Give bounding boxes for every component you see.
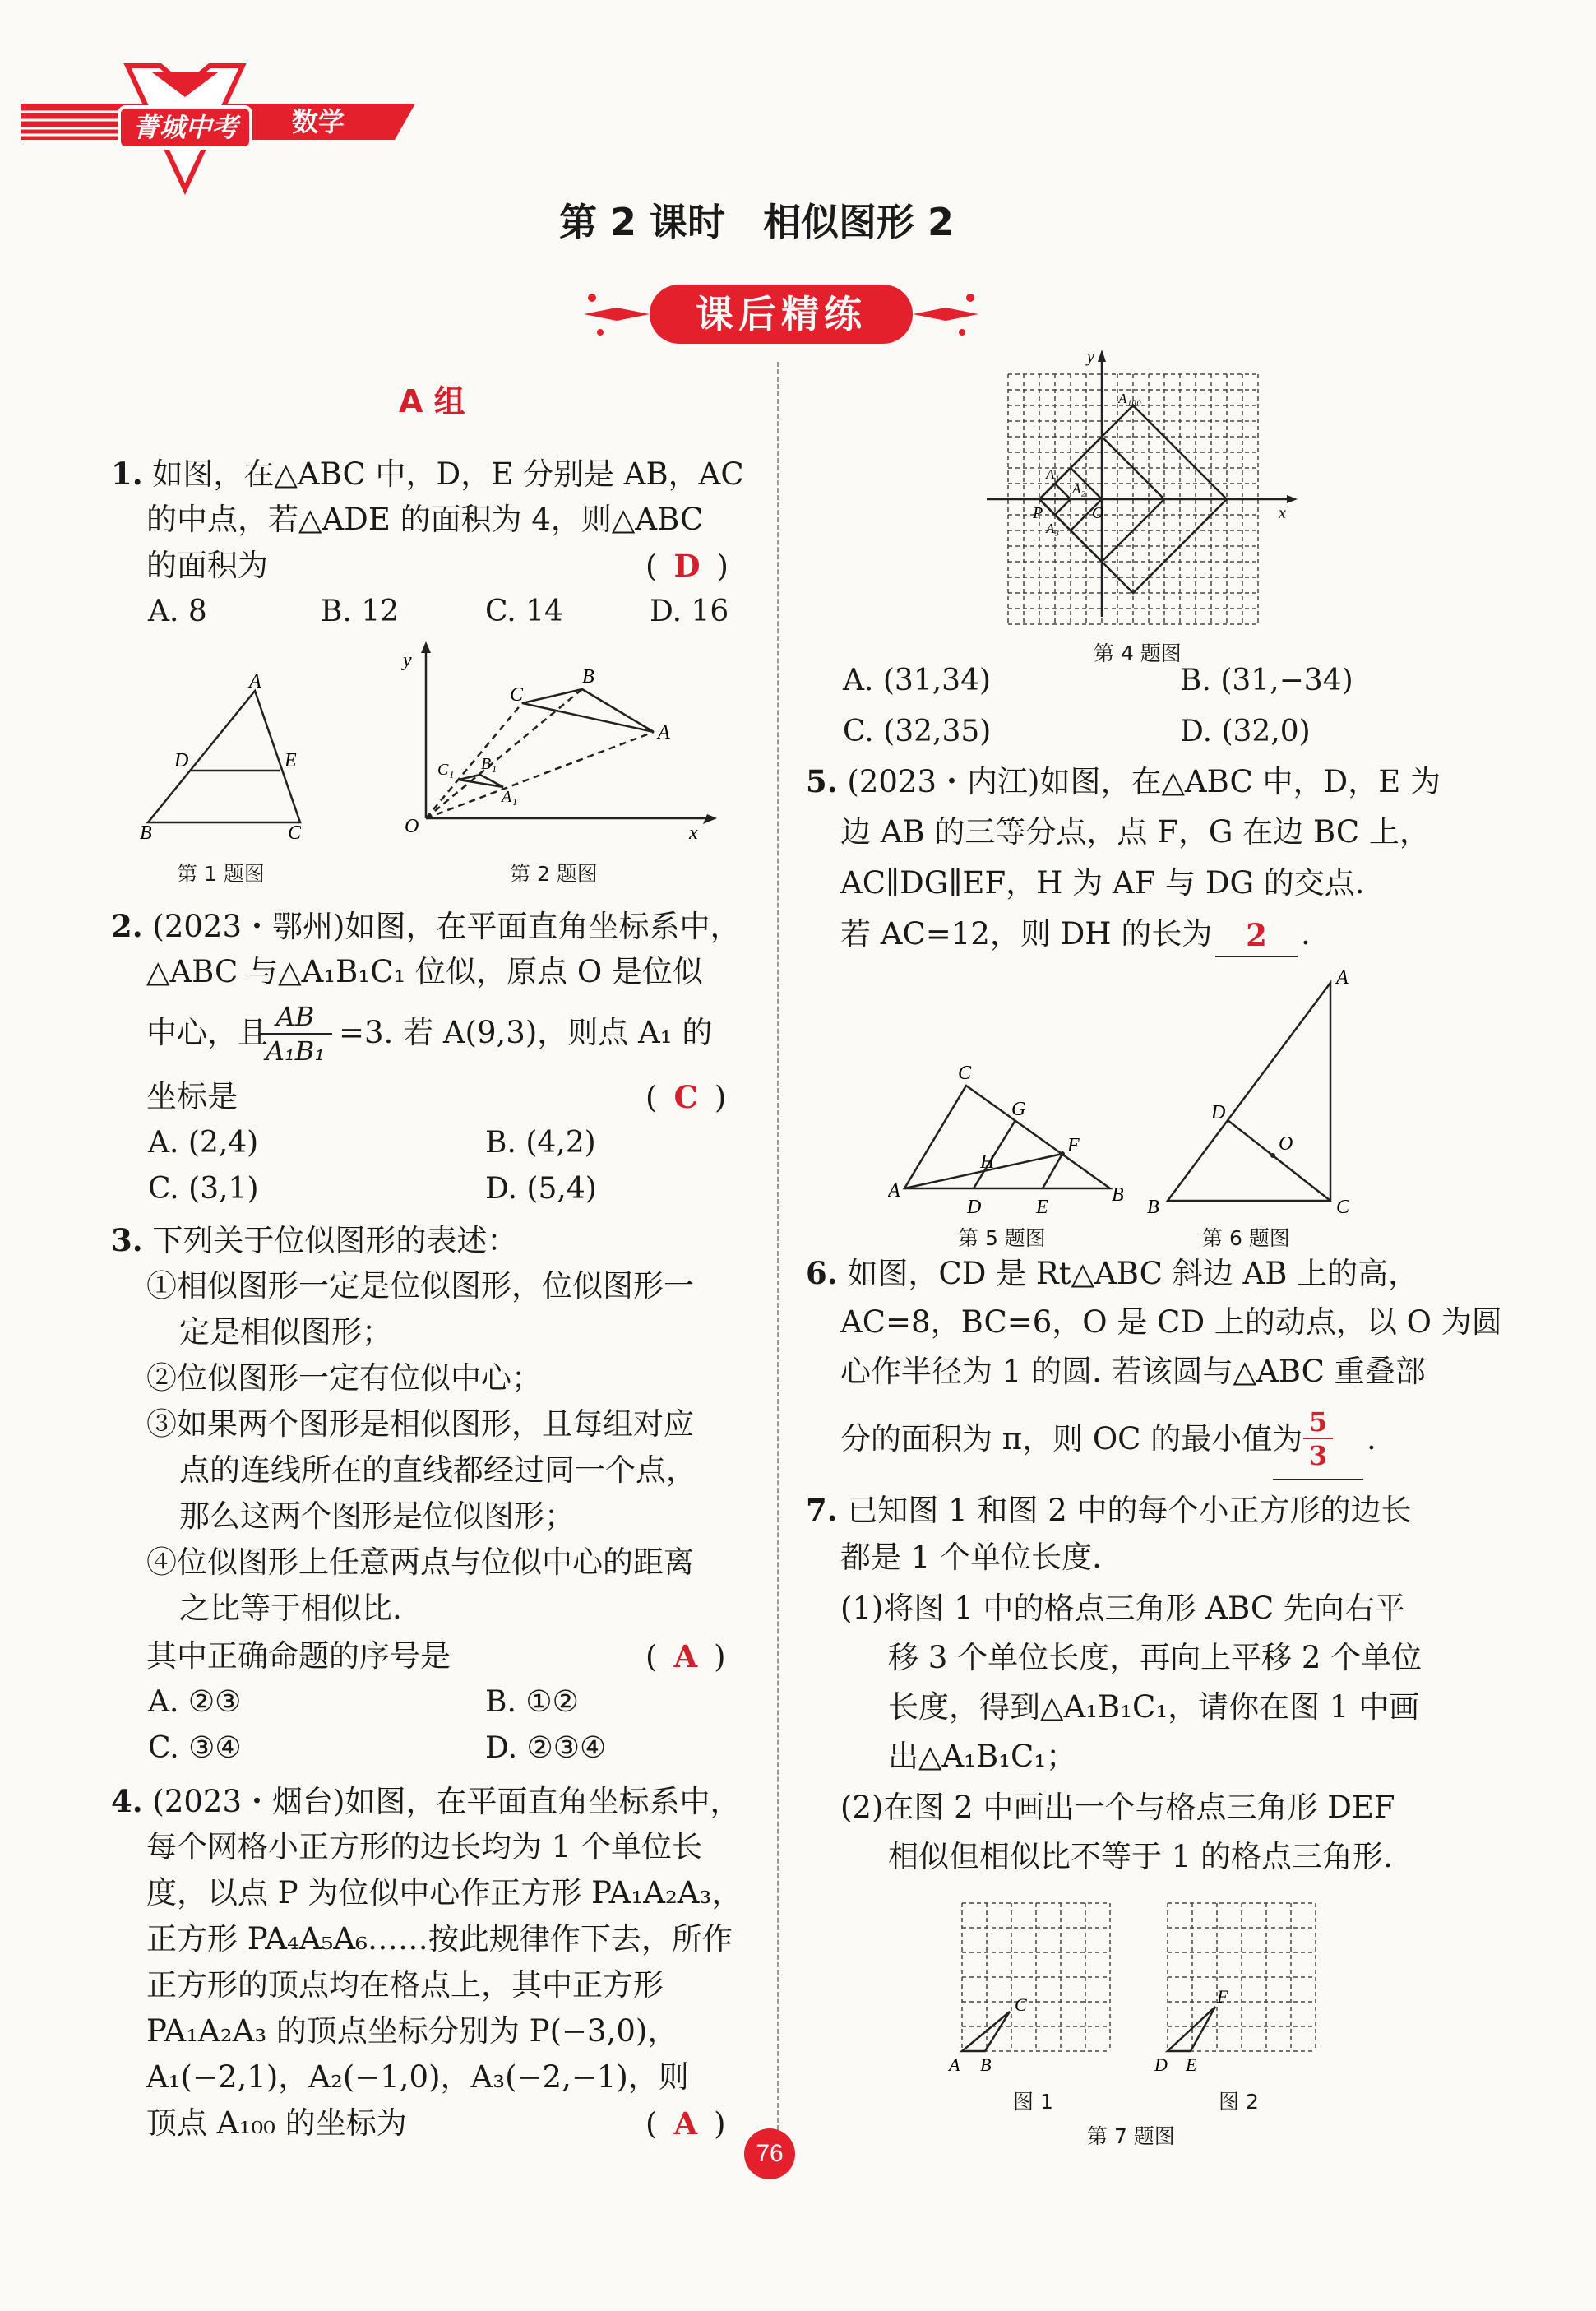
q7-line: 移 3 个单位长度，再向上平移 2 个单位	[888, 1640, 1423, 1675]
q1-label: C	[288, 822, 302, 839]
q1-label: E	[285, 750, 297, 771]
q1-answer: D	[673, 548, 701, 584]
q7-line: 相似但相似比不等于 1 的格点三角形.	[888, 1839, 1393, 1874]
q7-label: F	[1217, 1986, 1228, 2007]
q7-line: 已知图 1 和图 2 中的每个小正方形的边长	[847, 1493, 1412, 1528]
q7-line: (2)在图 2 中画出一个与格点三角形 DEF	[840, 1790, 1395, 1825]
q7-label: D	[1154, 2054, 1168, 2072]
q5-label: H	[980, 1151, 995, 1173]
q1-option: D. 16	[650, 595, 729, 628]
q5-line: (2023・内江)如图，在△ABC 中，D，E 为	[847, 764, 1441, 799]
q2-option: D. (5,4)	[485, 1172, 597, 1206]
q3-line: 之比等于相似比.	[179, 1591, 402, 1626]
q2-fraction	[258, 1000, 332, 1068]
q1-option: C. 14	[485, 595, 563, 628]
q6-caption: 第 6 题图	[1202, 1226, 1290, 1250]
q3-answer-bracket: ( A )	[645, 1638, 726, 1674]
q1-option: B. 12	[321, 595, 400, 628]
q2-label: O	[405, 816, 419, 837]
q6-label: O	[1279, 1133, 1293, 1155]
q5-answer: 2	[1246, 917, 1267, 953]
q1-figure	[132, 674, 329, 839]
q2-label: B	[582, 666, 594, 688]
q2-answer-bracket: ( C )	[645, 1079, 727, 1115]
q4-number: 4.	[111, 1783, 143, 1819]
q4-answer: A	[673, 2105, 698, 2142]
q7-figure-2	[1151, 1892, 1332, 2072]
q3-line: 下列关于位似图形的表述：	[152, 1223, 518, 1258]
q5-label: G	[1011, 1099, 1026, 1120]
q4-option: D. (32,0)	[1180, 715, 1311, 748]
q2-label: A₁	[502, 788, 518, 806]
q1-line: 的面积为	[146, 548, 268, 583]
q2-answer: C	[673, 1079, 698, 1115]
q3-line: ①相似图形一定是位似图形，位似图形一	[146, 1268, 694, 1304]
q5-label: B	[1112, 1184, 1124, 1206]
q3-line: 点的连线所在的直线都经过同一个点，	[179, 1452, 696, 1488]
page-title: 第 2 课时 相似图形 2	[559, 200, 955, 244]
q5-answer-blank	[1215, 915, 1298, 957]
q3-line: ④位似图形上任意两点与位似中心的距离	[146, 1545, 694, 1580]
q1-number: 1.	[111, 456, 143, 492]
q2-label: A	[658, 722, 670, 743]
q7-line: 长度，得到△A₁B₁C₁，请你在图 1 中画	[888, 1689, 1420, 1725]
q6-figure	[1139, 962, 1386, 1217]
q2-line: 坐标是	[146, 1079, 238, 1114]
q6-line: 如图，CD 是 Rt△ABC 斜边 AB 上的高，	[847, 1256, 1419, 1291]
q5-label: A	[888, 1180, 900, 1202]
q2-frac-den: A₁B₁	[265, 1035, 326, 1067]
q2-label: C	[510, 684, 524, 706]
q4-label: P	[1033, 504, 1043, 522]
q5-label: E	[1036, 1197, 1048, 1218]
q6-label: A	[1336, 967, 1349, 989]
q4-label: A₁	[1046, 466, 1060, 482]
q7-figure-1	[946, 1892, 1126, 2072]
brand-name: 菁城中考	[132, 112, 238, 143]
q4-label: O	[1092, 504, 1104, 522]
q1-label: A	[249, 674, 261, 692]
q2-label: x	[689, 822, 698, 844]
q6-number: 6.	[806, 1255, 838, 1291]
q6-answer-blank	[1273, 1403, 1363, 1480]
q2-line: △ABC 与△A₁B₁C₁ 位似，原点 O 是位似	[146, 954, 703, 989]
q1-option: A. 8	[148, 595, 207, 628]
q5-line: AC∥DG∥EF，H 为 AF 与 DG 的交点.	[840, 865, 1365, 901]
q4-option: C. (32,35)	[843, 715, 992, 748]
q1-line: 的中点，若△ADE 的面积为 4，则△ABC	[146, 502, 704, 537]
q7-label: E	[1186, 2054, 1197, 2072]
q6-label: C	[1336, 1197, 1350, 1217]
q3-answer: A	[673, 1638, 698, 1674]
q2-option: B. (4,2)	[485, 1126, 596, 1160]
q2-option: C. (3,1)	[148, 1172, 259, 1206]
q2-line: =3. 若 A(9,3)，则点 A₁ 的	[339, 1015, 713, 1050]
q2-caption: 第 2 题图	[510, 862, 598, 886]
q2-option: A. (2,4)	[148, 1126, 259, 1160]
section-badge	[567, 280, 995, 349]
q7-sub2-caption: 图 2	[1219, 2090, 1259, 2114]
q3-option: D. ②③④	[485, 1731, 607, 1765]
brand-logo	[111, 49, 259, 197]
q4-line: 顶点 A₁₀₀ 的坐标为	[146, 2105, 407, 2141]
q2-number: 2.	[111, 908, 143, 944]
q2-line: (2023・鄂州)如图，在平面直角坐标系中，	[152, 909, 741, 944]
q3-line: ③如果两个图形是相似图形，且每组对应	[146, 1406, 694, 1442]
q5-label: C	[958, 1063, 972, 1084]
q3-line: 定是相似图形；	[179, 1314, 392, 1350]
q1-label: D	[174, 750, 189, 771]
q4-line: (2023・烟台)如图，在平面直角坐标系中，	[152, 1784, 741, 1819]
q4-caption: 第 4 题图	[1094, 641, 1182, 665]
q2-figure	[395, 641, 724, 847]
q2-label: B₁	[481, 755, 497, 773]
q4-line: 度，以点 P 为位似中心作正方形 PA₁A₂A₃，	[146, 1875, 742, 1910]
q5-label: F	[1067, 1135, 1080, 1156]
q3-number: 3.	[111, 1222, 143, 1258]
q3-line: ②位似图形一定有位似中心；	[146, 1360, 542, 1396]
q7-label: A	[949, 2054, 960, 2072]
q5-figure	[888, 1061, 1126, 1225]
q3-line: 其中正确命题的序号是	[146, 1638, 451, 1674]
q4-line: A₁(−2,1)，A₂(−1,0)，A₃(−2,−1)，则	[146, 2059, 689, 2095]
column-divider	[777, 362, 779, 2130]
q5-period: .	[1301, 916, 1311, 952]
q1-answer-bracket: ( D )	[645, 548, 729, 584]
q4-line: 每个网格小正方形的边长均为 1 个单位长	[146, 1829, 703, 1864]
q3-option: A. ②③	[148, 1685, 242, 1719]
q4-label: x	[1279, 504, 1286, 522]
page-number-text: 76	[756, 2140, 784, 2167]
q3-option: B. ①②	[485, 1685, 579, 1719]
q4-line: 正方形 PA₄A₅A₆……按此规律作下去，所作	[146, 1921, 733, 1957]
q6-answer-num: 5	[1303, 1406, 1333, 1439]
q7-line: (1)将图 1 中的格点三角形 ABC 先向右平	[840, 1591, 1405, 1626]
page-number	[744, 2128, 795, 2179]
q4-label: y	[1087, 348, 1094, 366]
q4-figure	[978, 345, 1307, 625]
group-label: A 组	[399, 383, 465, 419]
subject-label: 数学	[292, 106, 345, 137]
q7-number: 7.	[806, 1492, 838, 1528]
q7-sub1-caption: 图 1	[1013, 2090, 1053, 2114]
q4-label: A₃	[1046, 521, 1060, 536]
q3-option: C. ③④	[148, 1731, 242, 1765]
q6-period: .	[1367, 1421, 1376, 1457]
q4-option: B. (31,−34)	[1180, 664, 1353, 697]
q7-line: 都是 1 个单位长度.	[840, 1540, 1102, 1575]
q6-label: D	[1211, 1102, 1226, 1123]
q6-line: AC=8，BC=6，O 是 CD 上的动点，以 O 为圆	[840, 1304, 1502, 1340]
q5-line: 若 AC=12，则 DH 的长为	[840, 916, 1213, 952]
q5-number: 5.	[806, 763, 838, 799]
q2-frac-num: AB	[258, 1000, 332, 1035]
q3-line: 那么这两个图形是位似图形；	[179, 1498, 575, 1534]
section-badge-text: 课后精练	[696, 292, 867, 336]
q6-label: B	[1147, 1197, 1159, 1217]
q6-answer-den: 3	[1308, 1440, 1328, 1471]
q1-label: B	[140, 822, 152, 839]
q7-label: C	[1015, 1994, 1027, 2015]
q4-line: 正方形的顶点均在格点上，其中正方形	[146, 1967, 664, 2003]
q5-caption: 第 5 题图	[958, 1226, 1046, 1250]
q7-label: B	[980, 2054, 992, 2072]
q4-option: A. (31,34)	[843, 664, 992, 697]
q2-line: 中心，且	[146, 1015, 268, 1050]
q7-caption: 第 7 题图	[1087, 2124, 1175, 2148]
q2-label: C₁	[437, 761, 455, 779]
q6-line: 分的面积为 π，则 OC 的最小值为	[840, 1421, 1303, 1457]
q4-label: A₁₀₀	[1118, 391, 1142, 406]
q7-line: 出△A₁B₁C₁；	[888, 1739, 1077, 1774]
q4-line: PA₁A₂A₃ 的顶点坐标分别为 P(−3,0)，	[146, 2013, 678, 2049]
q1-line: 如图，在△ABC 中，D，E 分别是 AB，AC	[152, 456, 744, 492]
q2-label: y	[403, 650, 412, 671]
q6-line: 心作半径为 1 的圆. 若该圆与△ABC 重叠部	[840, 1354, 1426, 1389]
q4-answer-bracket: ( A )	[645, 2105, 726, 2142]
q1-caption: 第 1 题图	[177, 862, 265, 886]
q4-label: A₂	[1072, 481, 1086, 497]
q5-line: 边 AB 的三等分点，点 F，G 在边 BC 上，	[840, 814, 1430, 850]
q5-label: D	[967, 1197, 982, 1218]
